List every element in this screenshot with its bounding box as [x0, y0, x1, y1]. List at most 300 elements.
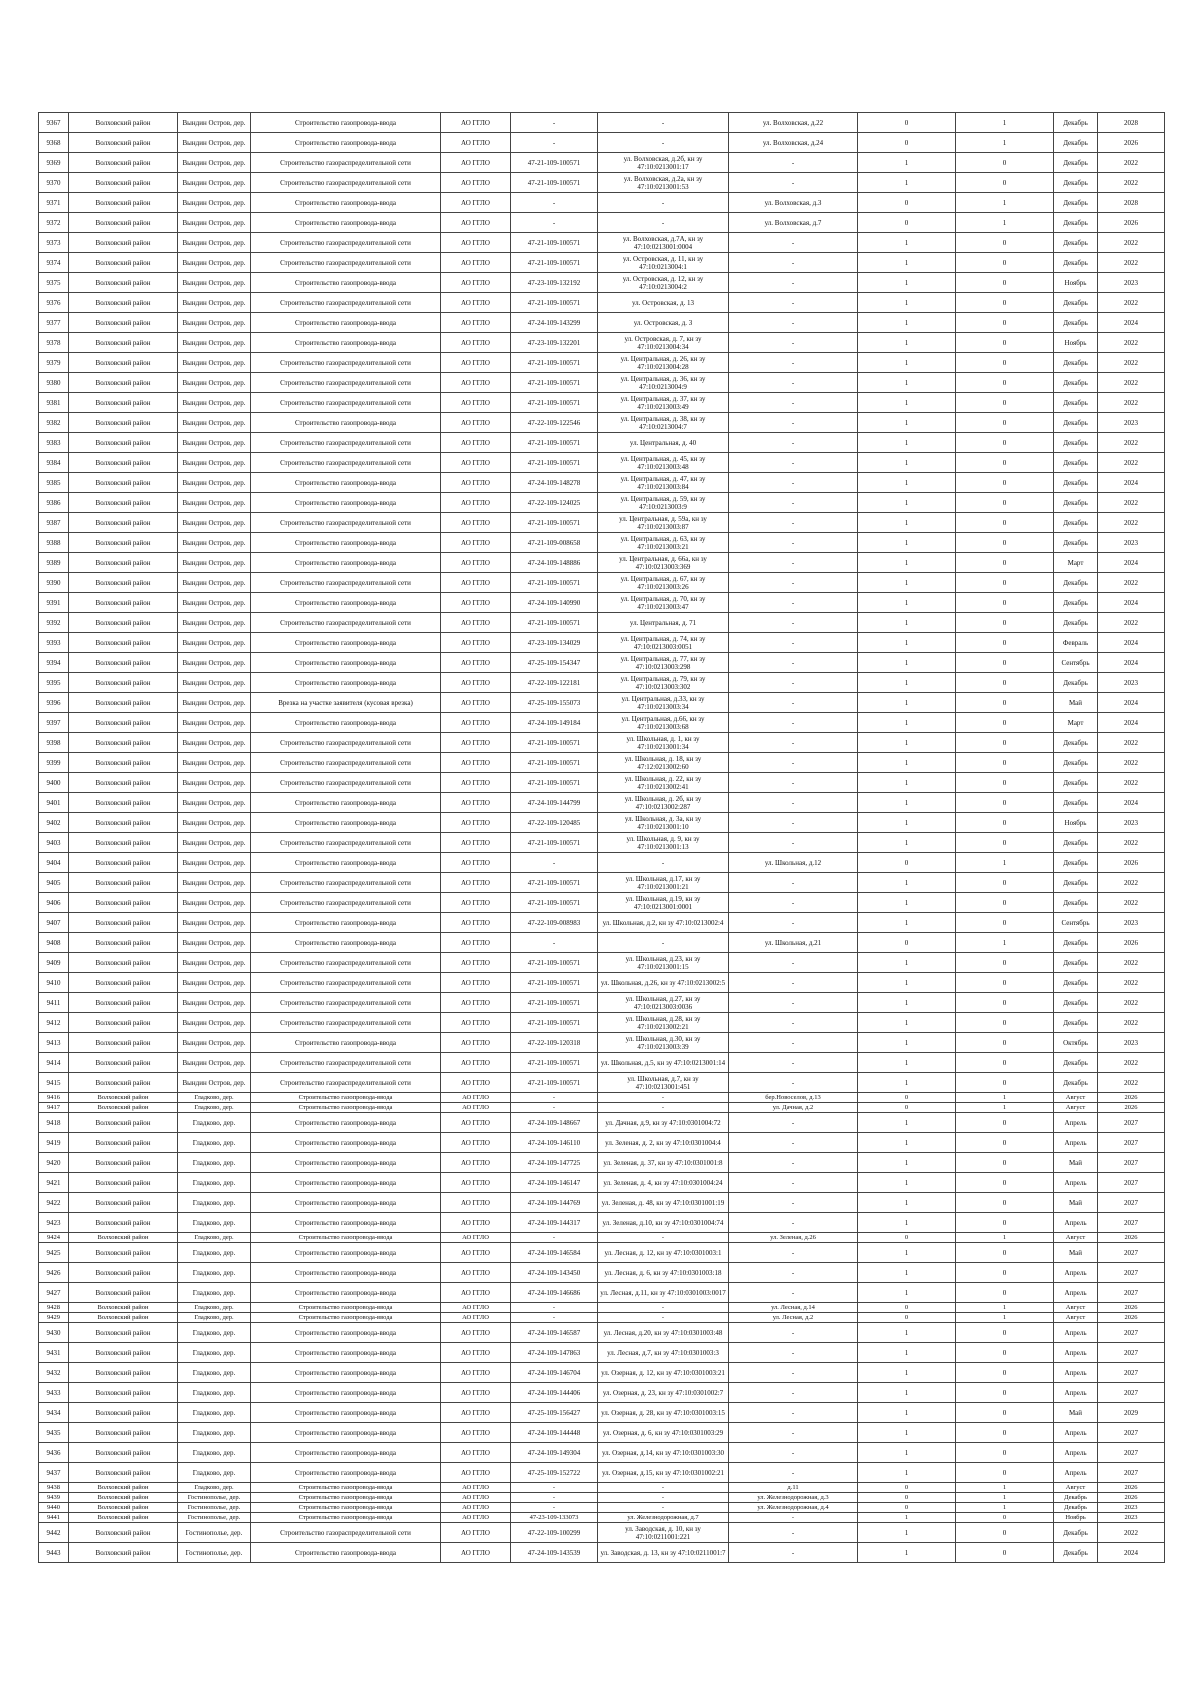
- cell-month: Декабрь: [1054, 1543, 1098, 1563]
- cell-address-cadastral: -: [598, 1503, 729, 1513]
- cell-address-cadastral: -: [598, 1493, 729, 1503]
- cell-month: Ноябрь: [1054, 273, 1098, 293]
- cell-count-b: 0: [956, 333, 1054, 353]
- table-row: [39, 1283, 1165, 1303]
- cell-month: Декабрь: [1054, 733, 1098, 753]
- cell-count-a: 1: [858, 1073, 956, 1093]
- cell-tu-number: -: [511, 1493, 598, 1503]
- cell-work-type: Строительство газопровода-ввода: [251, 813, 441, 833]
- cell-organization: АО ГГЛО: [441, 113, 511, 133]
- cell-organization: АО ГГЛО: [441, 853, 511, 873]
- cell-address-cadastral: ул. Школьная, д. 22, кн зу 47:10:0213002:41: [598, 773, 729, 793]
- table-row: [39, 493, 1165, 513]
- cell-month: Декабрь: [1054, 873, 1098, 893]
- cell-work-type: Строительство газопровода-ввода: [251, 1113, 441, 1133]
- cell-address: -: [729, 633, 858, 653]
- cell-row-number: 9380: [39, 373, 69, 393]
- cell-row-number: 9398: [39, 733, 69, 753]
- cell-month: Март: [1054, 713, 1098, 733]
- cell-month: Декабрь: [1054, 953, 1098, 973]
- cell-month: Май: [1054, 1193, 1098, 1213]
- cell-row-number: 9431: [39, 1343, 69, 1363]
- cell-address-cadastral: -: [598, 1303, 729, 1313]
- cell-count-b: 0: [956, 1523, 1054, 1543]
- cell-organization: АО ГГЛО: [441, 1403, 511, 1423]
- table-row: [39, 1263, 1165, 1283]
- cell-organization: АО ГГЛО: [441, 1013, 511, 1033]
- cell-district: Волховский район: [69, 1403, 178, 1423]
- cell-tu-number: -: [511, 113, 598, 133]
- cell-row-number: 9439: [39, 1493, 69, 1503]
- cell-count-b: 0: [956, 313, 1054, 333]
- cell-address: -: [729, 1383, 858, 1403]
- cell-organization: АО ГГЛО: [441, 713, 511, 733]
- cell-work-type: Строительство газопровода-ввода: [251, 553, 441, 573]
- cell-tu-number: 47-24-109-149304: [511, 1443, 598, 1463]
- cell-address-cadastral: ул. Школьная, д.23, кн зу 47:10:0213001:15: [598, 953, 729, 973]
- cell-row-number: 9404: [39, 853, 69, 873]
- cell-work-type: Строительство газопровода-ввода: [251, 1503, 441, 1513]
- cell-settlement: Гладково, дер.: [178, 1403, 251, 1423]
- cell-year: 2024: [1098, 793, 1165, 813]
- cell-count-a: 1: [858, 1513, 956, 1523]
- cell-district: Волховский район: [69, 673, 178, 693]
- cell-year: 2023: [1098, 913, 1165, 933]
- cell-work-type: Строительство газопровода-ввода: [251, 673, 441, 693]
- cell-month: Ноябрь: [1054, 1513, 1098, 1523]
- cell-year: 2026: [1098, 133, 1165, 153]
- cell-tu-number: 47-24-109-140990: [511, 593, 598, 613]
- cell-count-b: 1: [956, 113, 1054, 133]
- cell-work-type: Строительство газопровода-ввода: [251, 1493, 441, 1503]
- cell-count-a: 1: [858, 1173, 956, 1193]
- cell-count-b: 0: [956, 1193, 1054, 1213]
- cell-month: Декабрь: [1054, 973, 1098, 993]
- table-row: [39, 1173, 1165, 1193]
- cell-settlement: Вындин Остров, дер.: [178, 993, 251, 1013]
- cell-work-type: Строительство газопровода-ввода: [251, 1033, 441, 1053]
- table-row: [39, 253, 1165, 273]
- cell-row-number: 9396: [39, 693, 69, 713]
- table-row: [39, 1513, 1165, 1523]
- cell-year: 2024: [1098, 693, 1165, 713]
- cell-district: Волховский район: [69, 1243, 178, 1263]
- cell-tu-number: 47-25-109-154347: [511, 653, 598, 673]
- cell-address: ул. Волховская, д.7: [729, 213, 858, 233]
- cell-work-type: Строительство газопровода-ввода: [251, 1093, 441, 1103]
- cell-year: 2027: [1098, 1363, 1165, 1383]
- cell-address-cadastral: ул. Школьная, д. 3а, кн зу 47:10:0213001:10: [598, 813, 729, 833]
- cell-address: -: [729, 393, 858, 413]
- cell-count-b: 0: [956, 913, 1054, 933]
- cell-count-b: 1: [956, 1103, 1054, 1113]
- cell-count-a: 1: [858, 1263, 956, 1283]
- cell-settlement: Вындин Остров, дер.: [178, 1013, 251, 1033]
- cell-district: Волховский район: [69, 1053, 178, 1073]
- cell-tu-number: 47-24-109-144448: [511, 1423, 598, 1443]
- cell-month: Декабрь: [1054, 593, 1098, 613]
- cell-month: Август: [1054, 1313, 1098, 1323]
- cell-count-b: 0: [956, 153, 1054, 173]
- cell-count-b: 1: [956, 1493, 1054, 1503]
- cell-organization: АО ГГЛО: [441, 253, 511, 273]
- cell-work-type: Строительство газопровода-ввода: [251, 713, 441, 733]
- cell-tu-number: -: [511, 133, 598, 153]
- cell-work-type: Строительство газопровода-ввода: [251, 933, 441, 953]
- table-row: [39, 513, 1165, 533]
- cell-count-b: 0: [956, 353, 1054, 373]
- cell-row-number: 9372: [39, 213, 69, 233]
- cell-district: Волховский район: [69, 413, 178, 433]
- cell-row-number: 9395: [39, 673, 69, 693]
- cell-tu-number: -: [511, 193, 598, 213]
- table-row: [39, 1343, 1165, 1363]
- cell-district: Волховский район: [69, 293, 178, 313]
- cell-organization: АО ГГЛО: [441, 1243, 511, 1263]
- table-row: [39, 1013, 1165, 1033]
- cell-year: 2024: [1098, 313, 1165, 333]
- cell-count-a: 1: [858, 553, 956, 573]
- cell-settlement: Гладково, дер.: [178, 1193, 251, 1213]
- cell-year: 2022: [1098, 373, 1165, 393]
- cell-work-type: Строительство газопровода-ввода: [251, 1283, 441, 1303]
- cell-count-a: 1: [858, 833, 956, 853]
- cell-settlement: Гостинополье, дер.: [178, 1543, 251, 1563]
- cell-count-b: 0: [956, 893, 1054, 913]
- cell-work-type: Строительство газопровода-ввода: [251, 1233, 441, 1243]
- cell-row-number: 9428: [39, 1303, 69, 1313]
- cell-row-number: 9441: [39, 1513, 69, 1523]
- table-row: [39, 773, 1165, 793]
- cell-work-type: Строительство газораспределительной сети: [251, 433, 441, 453]
- cell-count-b: 1: [956, 933, 1054, 953]
- cell-address: -: [729, 1033, 858, 1053]
- cell-settlement: Вындин Остров, дер.: [178, 253, 251, 273]
- cell-month: Апрель: [1054, 1423, 1098, 1443]
- cell-row-number: 9369: [39, 153, 69, 173]
- cell-year: 2023: [1098, 1033, 1165, 1053]
- cell-district: Волховский район: [69, 393, 178, 413]
- cell-tu-number: 47-21-109-100571: [511, 173, 598, 193]
- cell-address-cadastral: ул. Волховская, д.2б, кн зу 47:10:0213001:17: [598, 153, 729, 173]
- cell-work-type: Строительство газораспределительной сети: [251, 173, 441, 193]
- cell-count-a: 1: [858, 1283, 956, 1303]
- cell-tu-number: 47-21-109-100571: [511, 613, 598, 633]
- cell-address: -: [729, 793, 858, 813]
- table-row: [39, 373, 1165, 393]
- cell-work-type: Строительство газораспределительной сети: [251, 393, 441, 413]
- cell-address-cadastral: ул. Озерная, д.14, кн зу 47:10:0301003:30: [598, 1443, 729, 1463]
- cell-address: -: [729, 353, 858, 373]
- cell-tu-number: 47-23-109-133073: [511, 1513, 598, 1523]
- cell-row-number: 9402: [39, 813, 69, 833]
- cell-month: Август: [1054, 1103, 1098, 1113]
- cell-count-a: 1: [858, 1523, 956, 1543]
- cell-year: 2027: [1098, 1323, 1165, 1343]
- cell-organization: АО ГГЛО: [441, 813, 511, 833]
- cell-tu-number: 47-21-109-100571: [511, 453, 598, 473]
- cell-work-type: Строительство газораспределительной сети: [251, 613, 441, 633]
- cell-address-cadastral: ул. Озерная, д. 23, кн зу 47:10:0301002:7: [598, 1383, 729, 1403]
- cell-row-number: 9409: [39, 953, 69, 973]
- cell-address-cadastral: ул. Лесная, д.20, кн зу 47:10:0301003:48: [598, 1323, 729, 1343]
- cell-tu-number: -: [511, 1483, 598, 1493]
- cell-settlement: Гладково, дер.: [178, 1093, 251, 1103]
- cell-organization: АО ГГЛО: [441, 213, 511, 233]
- cell-work-type: Строительство газораспределительной сети: [251, 1013, 441, 1033]
- cell-district: Волховский район: [69, 1443, 178, 1463]
- cell-address: -: [729, 313, 858, 333]
- cell-tu-number: -: [511, 1503, 598, 1513]
- cell-district: Волховский район: [69, 433, 178, 453]
- cell-year: 2022: [1098, 333, 1165, 353]
- cell-address-cadastral: ул. Зеленая, д. 48, кн зу 47:10:0301001:19: [598, 1193, 729, 1213]
- cell-address: -: [729, 1343, 858, 1363]
- cell-settlement: Вындин Остров, дер.: [178, 633, 251, 653]
- cell-work-type: Строительство газопровода-ввода: [251, 593, 441, 613]
- cell-count-b: 0: [956, 593, 1054, 613]
- cell-row-number: 9374: [39, 253, 69, 273]
- cell-row-number: 9440: [39, 1503, 69, 1513]
- cell-month: Декабрь: [1054, 1053, 1098, 1073]
- cell-district: Волховский район: [69, 1213, 178, 1233]
- cell-address: -: [729, 1073, 858, 1093]
- cell-count-b: 0: [956, 1403, 1054, 1423]
- cell-row-number: 9368: [39, 133, 69, 153]
- cell-tu-number: 47-22-109-120485: [511, 813, 598, 833]
- cell-address: -: [729, 253, 858, 273]
- cell-count-b: 0: [956, 1323, 1054, 1343]
- cell-organization: АО ГГЛО: [441, 653, 511, 673]
- cell-count-b: 0: [956, 673, 1054, 693]
- cell-tu-number: 47-21-109-100571: [511, 753, 598, 773]
- cell-work-type: Строительство газопровода-ввода: [251, 533, 441, 553]
- cell-district: Волховский район: [69, 993, 178, 1013]
- cell-count-a: 1: [858, 393, 956, 413]
- cell-settlement: Вындин Остров, дер.: [178, 593, 251, 613]
- cell-row-number: 9417: [39, 1103, 69, 1113]
- cell-row-number: 9392: [39, 613, 69, 633]
- cell-month: Август: [1054, 1233, 1098, 1243]
- cell-row-number: 9436: [39, 1443, 69, 1463]
- cell-row-number: 9375: [39, 273, 69, 293]
- cell-address: -: [729, 1213, 858, 1233]
- cell-count-a: 0: [858, 933, 956, 953]
- cell-year: 2023: [1098, 533, 1165, 553]
- cell-year: 2023: [1098, 413, 1165, 433]
- cell-address: -: [729, 273, 858, 293]
- cell-work-type: Строительство газораспределительной сети: [251, 253, 441, 273]
- cell-year: 2022: [1098, 453, 1165, 473]
- cell-row-number: 9391: [39, 593, 69, 613]
- cell-settlement: Гладково, дер.: [178, 1423, 251, 1443]
- cell-row-number: 9384: [39, 453, 69, 473]
- cell-organization: АО ГГЛО: [441, 1493, 511, 1503]
- cell-year: 2022: [1098, 993, 1165, 1013]
- cell-year: 2027: [1098, 1113, 1165, 1133]
- cell-organization: АО ГГЛО: [441, 1323, 511, 1343]
- cell-address: -: [729, 373, 858, 393]
- cell-organization: АО ГГЛО: [441, 693, 511, 713]
- cell-work-type: Строительство газопровода-ввода: [251, 633, 441, 653]
- cell-organization: АО ГГЛО: [441, 1313, 511, 1323]
- cell-address-cadastral: ул. Школьная, д. 9, кн зу 47:10:0213001:13: [598, 833, 729, 853]
- cell-count-b: 0: [956, 953, 1054, 973]
- cell-count-a: 0: [858, 1493, 956, 1503]
- cell-year: 2027: [1098, 1423, 1165, 1443]
- cell-work-type: Строительство газопровода-ввода: [251, 413, 441, 433]
- cell-year: 2027: [1098, 1193, 1165, 1213]
- cell-settlement: Вындин Остров, дер.: [178, 113, 251, 133]
- cell-row-number: 9443: [39, 1543, 69, 1563]
- cell-count-b: 1: [956, 1503, 1054, 1513]
- cell-settlement: Вындин Остров, дер.: [178, 313, 251, 333]
- cell-address-cadastral: ул. Центральная, д. 47, кн зу 47:10:0213003:84: [598, 473, 729, 493]
- cell-organization: АО ГГЛО: [441, 613, 511, 633]
- cell-count-a: 1: [858, 753, 956, 773]
- cell-district: Волховский район: [69, 1493, 178, 1503]
- cell-month: Декабрь: [1054, 1013, 1098, 1033]
- cell-tu-number: 47-24-109-146584: [511, 1243, 598, 1263]
- cell-count-a: 1: [858, 993, 956, 1013]
- cell-count-a: 1: [858, 713, 956, 733]
- cell-work-type: Строительство газопровода-ввода: [251, 1193, 441, 1213]
- cell-district: Волховский район: [69, 173, 178, 193]
- cell-address: -: [729, 1423, 858, 1443]
- cell-row-number: 9413: [39, 1033, 69, 1053]
- table-row: [39, 393, 1165, 413]
- cell-organization: АО ГГЛО: [441, 993, 511, 1013]
- cell-month: Декабрь: [1054, 833, 1098, 853]
- cell-address-cadastral: ул. Островская, д. 12, кн зу 47:10:0213004:2: [598, 273, 729, 293]
- cell-count-a: 1: [858, 1423, 956, 1443]
- cell-tu-number: -: [511, 853, 598, 873]
- cell-address: -: [729, 713, 858, 733]
- cell-address-cadastral: -: [598, 113, 729, 133]
- cell-district: Волховский район: [69, 373, 178, 393]
- cell-row-number: 9405: [39, 873, 69, 893]
- cell-district: Волховский район: [69, 113, 178, 133]
- table-row: [39, 1133, 1165, 1153]
- cell-month: Апрель: [1054, 1443, 1098, 1463]
- cell-year: 2022: [1098, 1053, 1165, 1073]
- cell-organization: АО ГГЛО: [441, 793, 511, 813]
- cell-row-number: 9435: [39, 1423, 69, 1443]
- cell-address: -: [729, 1113, 858, 1133]
- cell-organization: АО ГГЛО: [441, 1343, 511, 1363]
- cell-settlement: Вындин Остров, дер.: [178, 893, 251, 913]
- cell-address: ул. Школьная, д.12: [729, 853, 858, 873]
- cell-address: ул. Лесная, д.2: [729, 1313, 858, 1323]
- cell-month: Декабрь: [1054, 1503, 1098, 1513]
- table-row: [39, 1443, 1165, 1463]
- cell-count-b: 1: [956, 1303, 1054, 1313]
- cell-organization: АО ГГЛО: [441, 1463, 511, 1483]
- cell-settlement: Вындин Остров, дер.: [178, 873, 251, 893]
- cell-organization: АО ГГЛО: [441, 833, 511, 853]
- cell-year: 2026: [1098, 1313, 1165, 1323]
- cell-settlement: Вындин Остров, дер.: [178, 693, 251, 713]
- cell-organization: АО ГГЛО: [441, 313, 511, 333]
- cell-month: Апрель: [1054, 1263, 1098, 1283]
- table-row: [39, 593, 1165, 613]
- cell-year: 2022: [1098, 753, 1165, 773]
- cell-organization: АО ГГЛО: [441, 1443, 511, 1463]
- cell-settlement: Вындин Остров, дер.: [178, 713, 251, 733]
- cell-count-b: 1: [956, 1093, 1054, 1103]
- table-row: [39, 853, 1165, 873]
- cell-address-cadastral: ул. Центральная, д. 71: [598, 613, 729, 633]
- cell-district: Волховский район: [69, 1463, 178, 1483]
- cell-row-number: 9410: [39, 973, 69, 993]
- table-row: [39, 873, 1165, 893]
- cell-address-cadastral: -: [598, 1483, 729, 1493]
- cell-count-a: 1: [858, 473, 956, 493]
- cell-address: ул. Волховская, д.24: [729, 133, 858, 153]
- cell-district: Волховский район: [69, 933, 178, 953]
- cell-address: -: [729, 533, 858, 553]
- cell-settlement: Гладково, дер.: [178, 1483, 251, 1493]
- cell-organization: АО ГГЛО: [441, 533, 511, 553]
- cell-organization: АО ГГЛО: [441, 1483, 511, 1493]
- cell-address: -: [729, 653, 858, 673]
- cell-row-number: 9406: [39, 893, 69, 913]
- table-body: [39, 113, 1165, 1563]
- cell-address-cadastral: ул. Школьная, д. 18, кн зу 47:12:0213002:60: [598, 753, 729, 773]
- table-row: [39, 933, 1165, 953]
- cell-address-cadastral: ул. Зеленая, д.10, кн зу 47:10:0301004:74: [598, 1213, 729, 1233]
- cell-tu-number: 47-21-109-100571: [511, 353, 598, 373]
- cell-count-a: 0: [858, 133, 956, 153]
- cell-work-type: Строительство газораспределительной сети: [251, 1523, 441, 1543]
- cell-row-number: 9433: [39, 1383, 69, 1403]
- cell-year: 2022: [1098, 893, 1165, 913]
- cell-work-type: Строительство газопровода-ввода: [251, 193, 441, 213]
- table-row: [39, 833, 1165, 853]
- cell-address-cadastral: -: [598, 1103, 729, 1113]
- cell-settlement: Вындин Остров, дер.: [178, 393, 251, 413]
- cell-organization: АО ГГЛО: [441, 333, 511, 353]
- cell-settlement: Вындин Остров, дер.: [178, 213, 251, 233]
- cell-district: Волховский район: [69, 733, 178, 753]
- cell-year: 2022: [1098, 233, 1165, 253]
- cell-tu-number: -: [511, 1233, 598, 1243]
- cell-count-a: 1: [858, 1153, 956, 1173]
- cell-address: -: [729, 1543, 858, 1563]
- cell-count-b: 0: [956, 433, 1054, 453]
- cell-address: -: [729, 593, 858, 613]
- cell-count-b: 0: [956, 733, 1054, 753]
- cell-settlement: Вындин Остров, дер.: [178, 273, 251, 293]
- cell-address-cadastral: ул. Школьная, д. 2б, кн зу 47:10:0213002:287: [598, 793, 729, 813]
- cell-district: Волховский район: [69, 1103, 178, 1113]
- cell-year: 2022: [1098, 953, 1165, 973]
- cell-organization: АО ГГЛО: [441, 1153, 511, 1173]
- table-row: [39, 1313, 1165, 1323]
- cell-count-a: 1: [858, 313, 956, 333]
- cell-address: -: [729, 1153, 858, 1173]
- cell-month: Декабрь: [1054, 173, 1098, 193]
- cell-organization: АО ГГЛО: [441, 1093, 511, 1103]
- cell-settlement: Гладково, дер.: [178, 1133, 251, 1153]
- cell-address: -: [729, 513, 858, 533]
- table-row: [39, 953, 1165, 973]
- cell-month: Декабрь: [1054, 793, 1098, 813]
- cell-settlement: Гладково, дер.: [178, 1343, 251, 1363]
- cell-count-a: 1: [858, 1243, 956, 1263]
- cell-work-type: Строительство газопровода-ввода: [251, 1383, 441, 1403]
- cell-address-cadastral: ул. Зеленая, д. 4, кн зу 47:10:0301004:24: [598, 1173, 729, 1193]
